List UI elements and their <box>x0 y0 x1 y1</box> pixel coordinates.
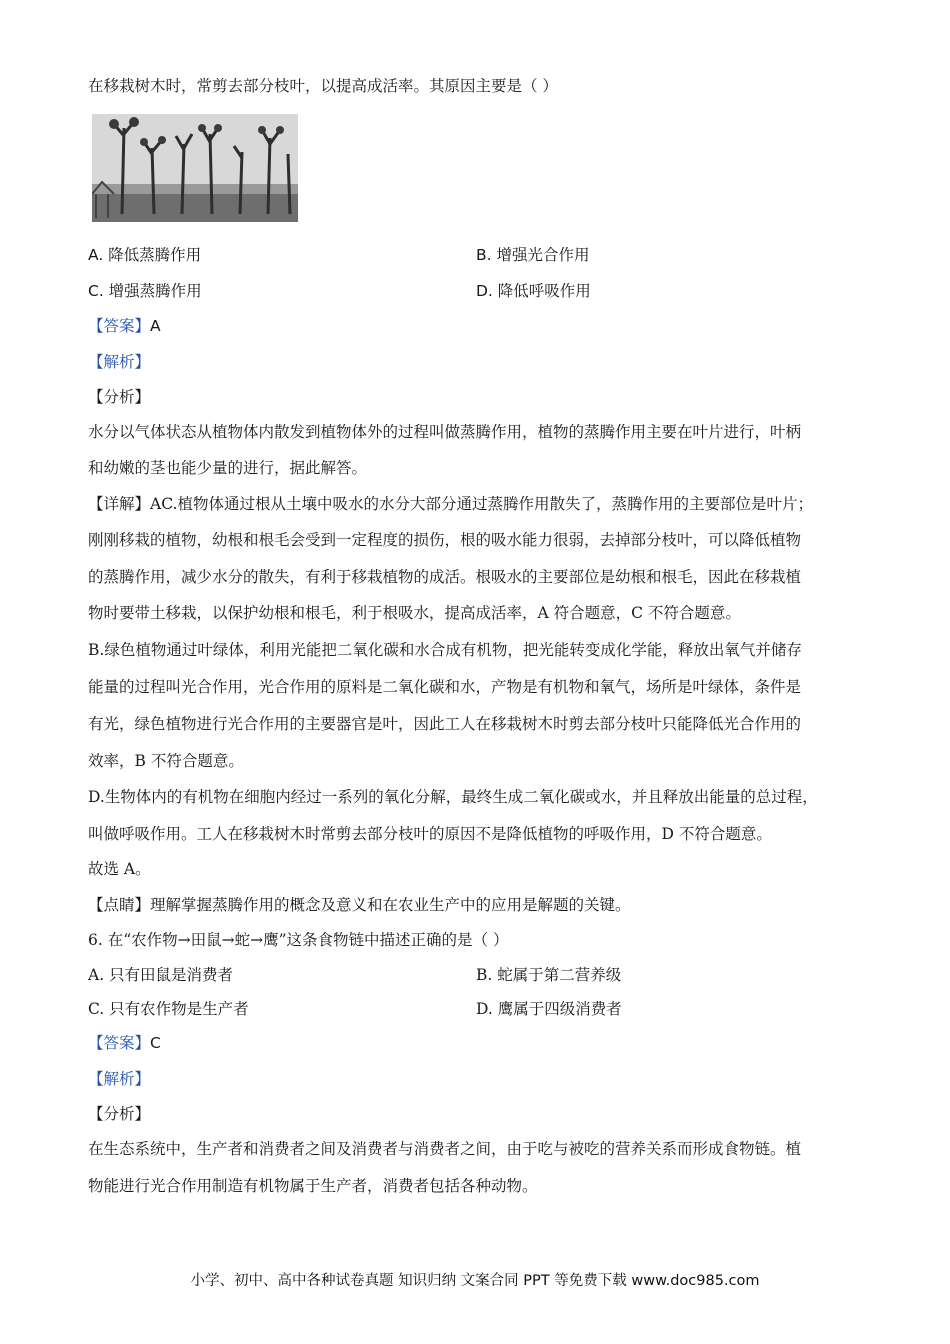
xiangjie-line: 能量的过程叫光合作用，光合作用的原料是二氧化碳和水，产物是有机物和氧气，场所是叶绿体，条件是 <box>88 678 802 696</box>
q6-option-c: C. 只有农作物是生产者 <box>88 1000 249 1018</box>
trees-illustration <box>92 114 298 222</box>
fenxi-line: 和幼嫩的茎也能少量的进行，据此解答。 <box>88 459 368 477</box>
xiangjie-text: AC.植物体通过根从土壤中吸水的水分大部分通过蒸腾作用散失了，蒸腾作用的主要部位是叶片； <box>150 495 813 513</box>
dianjing-tag: 【点睛】 <box>88 896 151 914</box>
xiangjie-line: 刚刚移栽的植物，幼根和根毛会受到一定程度的损伤，根的吸水能力很弱，去掉部分枝叶，可以降低植物 <box>88 531 802 549</box>
q6-option-a: A. 只有田鼠是消费者 <box>88 966 234 984</box>
q6-option-d: D. 鹰属于四级消费者 <box>476 1000 622 1018</box>
xiangjie-tag: 【详解】 <box>88 495 151 513</box>
answer-value: A <box>150 317 161 335</box>
question-5-stem: 在移栽树木时，常剪去部分枝叶，以提高成活率。其原因主要是（ ） <box>88 77 558 95</box>
xiangjie-line: 的蒸腾作用，减少水分的散失，有利于移栽植物的成活。根吸水的主要部位是幼根和根毛，因此在移栽植 <box>88 568 802 586</box>
xiangjie-line: 有光，绿色植物进行光合作用的主要器官是叶，因此工人在移栽树木时剪去部分枝叶只能降低光合作用的 <box>88 715 802 733</box>
option-a: A. 降低蒸腾作用 <box>88 246 202 264</box>
answer-tag: 【答案】 <box>88 317 151 335</box>
xiangjie-line: 效率，B 不符合题意。 <box>88 752 244 770</box>
question-6-stem: 6. 在“农作物→田鼠→蛇→鹰”这条食物链中描述正确的是（ ） <box>88 931 509 949</box>
q6-answer-tag: 【答案】 <box>88 1034 151 1052</box>
option-b: B. 增强光合作用 <box>476 246 590 264</box>
q6-option-b: B. 蛇属于第二营养级 <box>476 966 622 984</box>
xiangjie-line: 物时要带土移栽，以保护幼根和根毛，利于根吸水，提高成活率，A 符合题意，C 不符合题意。 <box>88 604 741 622</box>
xiangjie-line: B.绿色植物通过叶绿体，利用光能把二氧化碳和水合成有机物，把光能转变成化学能，释放出氧气并储存 <box>88 641 802 659</box>
q6-answer-value: C <box>150 1034 161 1052</box>
q6-jiexi-tag: 【解析】 <box>88 1070 151 1088</box>
dianjing-line <box>88 895 631 915</box>
jiexi-tag: 【解析】 <box>88 353 151 371</box>
fenxi-tag: 【分析】 <box>88 388 151 406</box>
transplanted-trees-photo <box>92 114 298 222</box>
option-c: C. 增强蒸腾作用 <box>88 282 202 300</box>
xiangjie-line: D.生物体内的有机物在细胞内经过一系列的氧化分解，最终生成二氧化碳或水，并且释放出能量的总过程， <box>88 788 818 806</box>
xiangjie-line: 叫做呼吸作用。工人在移栽树木时常剪去部分枝叶的原因不是降低植物的呼吸作用，D 不符合题意。 <box>88 825 772 843</box>
page-footer: 小学、初中、高中各种试卷真题 知识归纳 文案合同 PPT 等免费下载 www.doc985.com <box>190 1273 760 1289</box>
q6-answer-line <box>88 1033 161 1053</box>
answer-line <box>88 316 161 336</box>
dianjing-text: 理解掌握蒸腾作用的概念及意义和在农业生产中的应用是解题的关键。 <box>150 896 631 914</box>
q6-fenxi-line: 物能进行光合作用制造有机物属于生产者，消费者包括各种动物。 <box>88 1177 538 1195</box>
option-d: D. 降低呼吸作用 <box>476 282 591 300</box>
fenxi-line: 水分以气体状态从植物体内散发到植物体外的过程叫做蒸腾作用，植物的蒸腾作用主要在叶片进行，叶柄 <box>88 423 802 441</box>
q6-fenxi-line: 在生态系统中，生产者和消费者之间及消费者与消费者之间，由于吃与被吃的营养关系而形成食物链。植 <box>88 1140 802 1158</box>
xiangjie-line: 故选 A。 <box>88 860 151 878</box>
xiangjie-line-1 <box>88 494 813 514</box>
q6-fenxi-tag: 【分析】 <box>88 1105 151 1123</box>
